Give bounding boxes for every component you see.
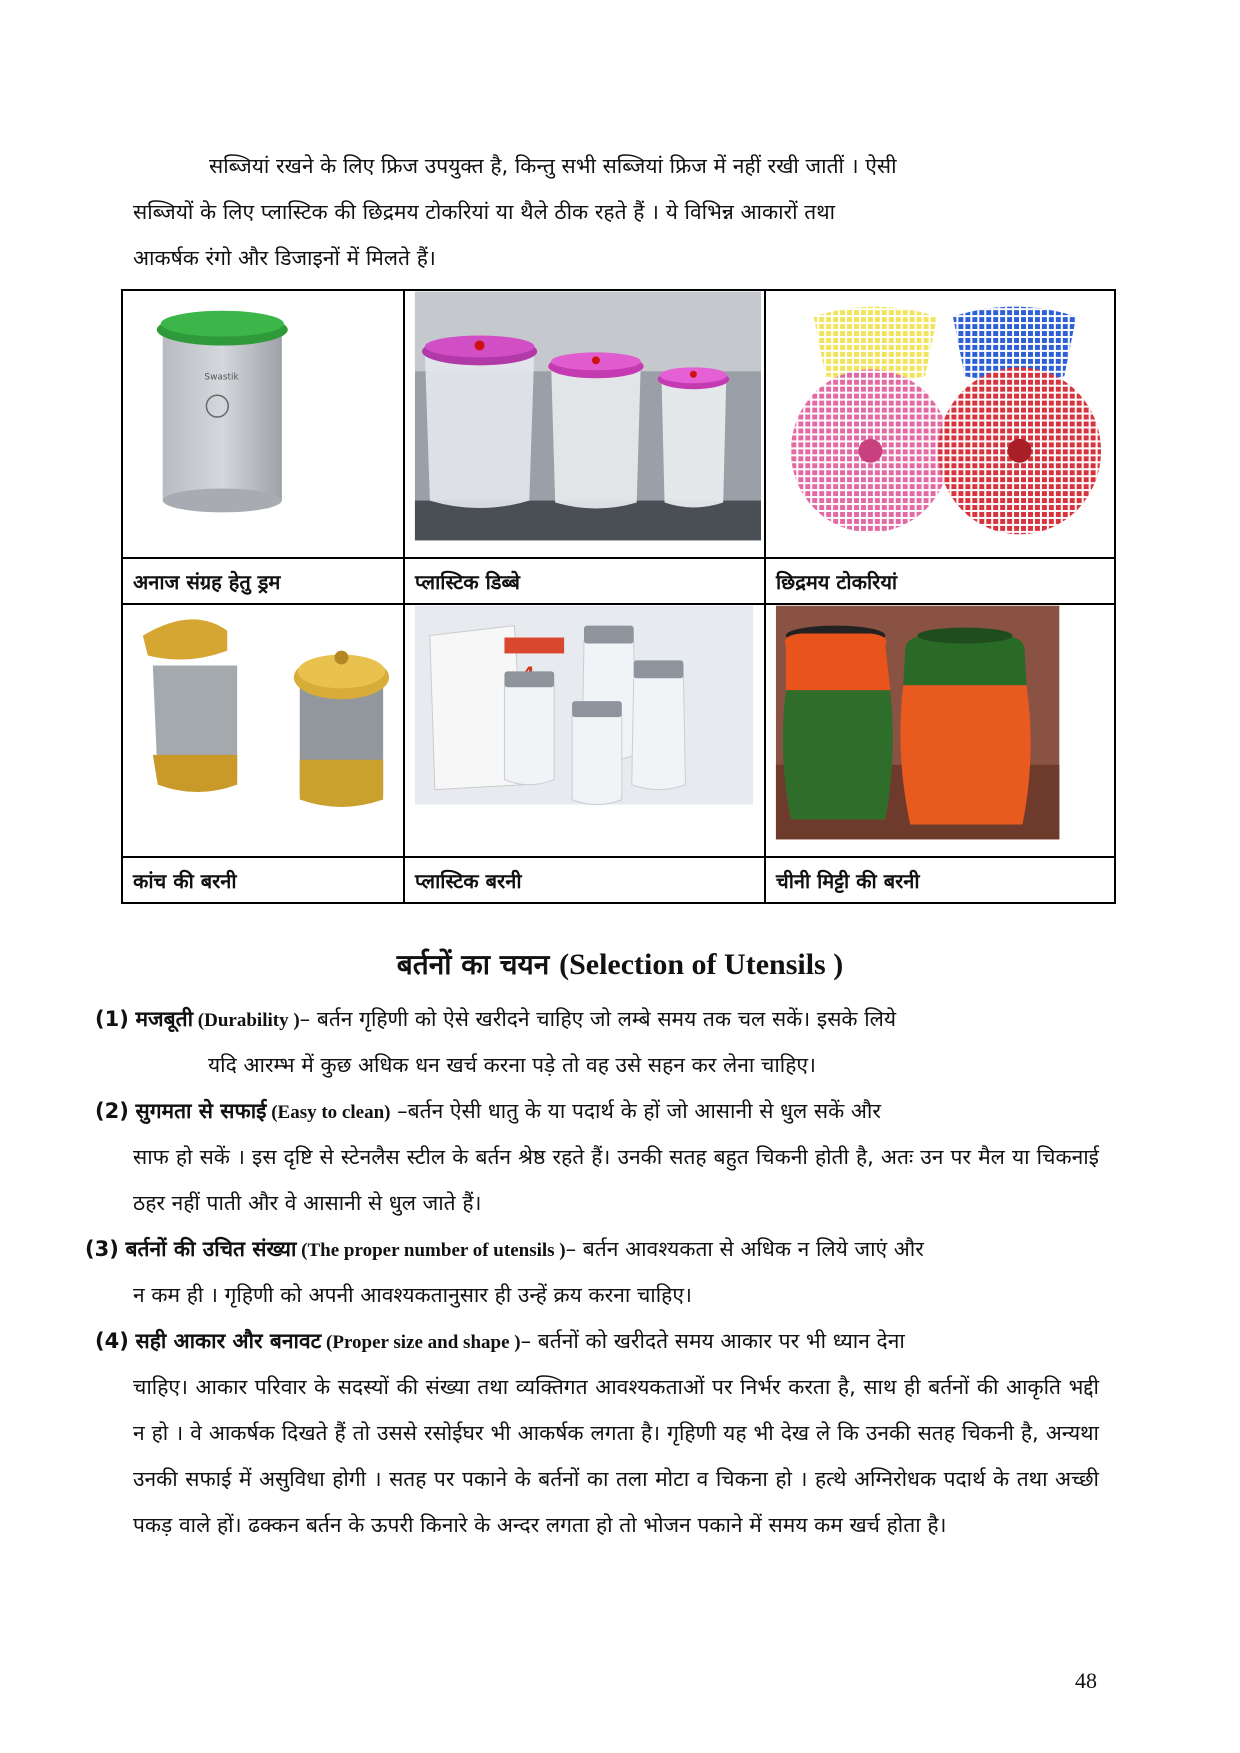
point-size-and-shape-continuation: चाहिए। आकार परिवार के सदस्यों की संख्या तथा व्यक्तिगत आवश्यकताओं पर निर्भर करता है, साथ ही बर्तनों की आकृति भद्दी न हो । वे आकर्षक दिखते हैं तो उससे रसोईघर भी आकर्षक लगता है। गृहिणी यह भी देख ले कि उनकी सतह चिकनी है, अन्यथा उनकी सफाई में असुविधा होगी । सतह पर पकाने के बर्तनों का तला मोटा व चिकना हो । हत्थे अग्निरोधक पदार्थ के तथा अच्छी पकड़ वाले हों। ढक्कन बर्तन के ऊपरी किनारे के अन्दर लगता हो तो भोजन पकाने में समय कम खर्च होता है।	[133, 1375, 1099, 1537]
point-label: सही आकार और बनावट	[135, 1329, 322, 1353]
glass-jar-image-cell	[122, 604, 404, 857]
intro-line-1: सब्जियां रखने के लिए फ्रिज उपयुक्त है, किन्तु सभी सब्जियां फ्रिज में नहीं रखी जातीं । ऐसी	[209, 154, 897, 178]
section-title-hindi: बर्तनों का चयन	[396, 948, 560, 981]
point-label: मजबूती	[135, 1007, 194, 1031]
section-title-english: (Selection of Utensils )	[559, 948, 844, 981]
point-number: (2)	[95, 1099, 129, 1123]
point-proper-number-continuation: न कम ही । गृहिणी को अपनी आवश्यकतानुसार ही उन्हें क्रय करना चाहिए।	[133, 1283, 692, 1307]
caption-plastic-jar: प्लास्टिक बरनी	[404, 857, 765, 903]
intro-paragraph	[133, 143, 1099, 281]
point-number: (3)	[85, 1237, 119, 1261]
caption-grain-drum: अनाज संग्रह हेतु ड्रम	[122, 558, 404, 604]
point-proper-number	[85, 1226, 1105, 1274]
grain-drum-image	[123, 291, 403, 557]
point-number: (1)	[95, 1007, 129, 1031]
plastic-jars-image	[405, 605, 764, 856]
drum-label: Swastik	[204, 372, 239, 383]
intro-line-3: आकर्षक रंगो और डिजाइनों में मिलते हैं।	[133, 246, 436, 270]
basket-image-cell	[765, 290, 1115, 558]
point-text: – बर्तन गृहिणी को ऐसे खरीदने चाहिए जो लम्बे समय तक चल सकें। इसके लिये	[299, 1007, 897, 1031]
point-text: – बर्तन आवश्यकता से अधिक न लिये जाएं और	[565, 1237, 924, 1261]
point-durability	[95, 996, 1105, 1044]
point-label-english: (Durability )	[193, 1010, 300, 1031]
point-label-english: (The proper number of utensils )	[296, 1240, 566, 1261]
point-easy-to-clean	[95, 1088, 1105, 1136]
plastic-jar-image-cell	[404, 604, 765, 857]
caption-plastic-boxes: प्लास्टिक डिब्बे	[404, 558, 765, 604]
point-number: (4)	[95, 1329, 129, 1353]
point-label-english: (Proper size and shape )	[321, 1332, 521, 1353]
plastic-boxes-image	[405, 291, 764, 557]
glass-jars-image	[123, 605, 403, 856]
intro-line-2: सब्जियों के लिए प्लास्टिक की छिद्रमय टोकरियां या थैले ठीक रहते हैं । ये विभिन्न आकारों तथा	[133, 200, 836, 224]
caption-glass-jar: कांच की बरनी	[122, 857, 404, 903]
table-row	[122, 857, 1115, 903]
page-number: 48	[1075, 1668, 1097, 1693]
point-size-and-shape	[95, 1318, 1105, 1366]
point-easy-to-clean-continuation: साफ हो सकें । इस दृष्टि से स्टेनलैस स्टील के बर्तन श्रेष्ठ रहते हैं। उनकी सतह बहुत चिकनी होती है, अतः उन पर मैल या चिकनाई ठहर नहीं पाती और वे आसानी से धुल जाते हैं।	[133, 1145, 1099, 1215]
drum-image-cell	[122, 290, 404, 558]
point-text: –बर्तन ऐसी धातु के या पदार्थ के हों जो आसानी से धुल सकें और	[390, 1099, 881, 1123]
plastic-box-image-cell	[404, 290, 765, 558]
point-text: – बर्तनों को खरीदते समय आकार पर भी ध्यान देना	[520, 1329, 905, 1353]
point-label: बर्तनों की उचित संख्या	[125, 1237, 297, 1261]
table-row	[122, 558, 1115, 604]
table-row	[122, 290, 1115, 558]
caption-perforated-baskets: छिद्रमय टोकरियां	[765, 558, 1115, 604]
ceramic-jar-image-cell	[765, 604, 1115, 857]
storage-items-table	[121, 289, 1116, 904]
point-durability-continuation: यदि आरम्भ में कुछ अधिक धन खर्च करना पड़े तो वह उसे सहन कर लेना चाहिए।	[208, 1053, 816, 1077]
ceramic-jars-image	[766, 605, 1114, 856]
point-label-english: (Easy to clean)	[266, 1102, 391, 1123]
section-heading	[0, 945, 1240, 983]
point-label: सुगमता से सफाई	[135, 1099, 267, 1123]
perforated-baskets-image	[766, 291, 1114, 557]
caption-ceramic-jar: चीनी मिट्टी की बरनी	[765, 857, 1115, 903]
table-row	[122, 604, 1115, 857]
